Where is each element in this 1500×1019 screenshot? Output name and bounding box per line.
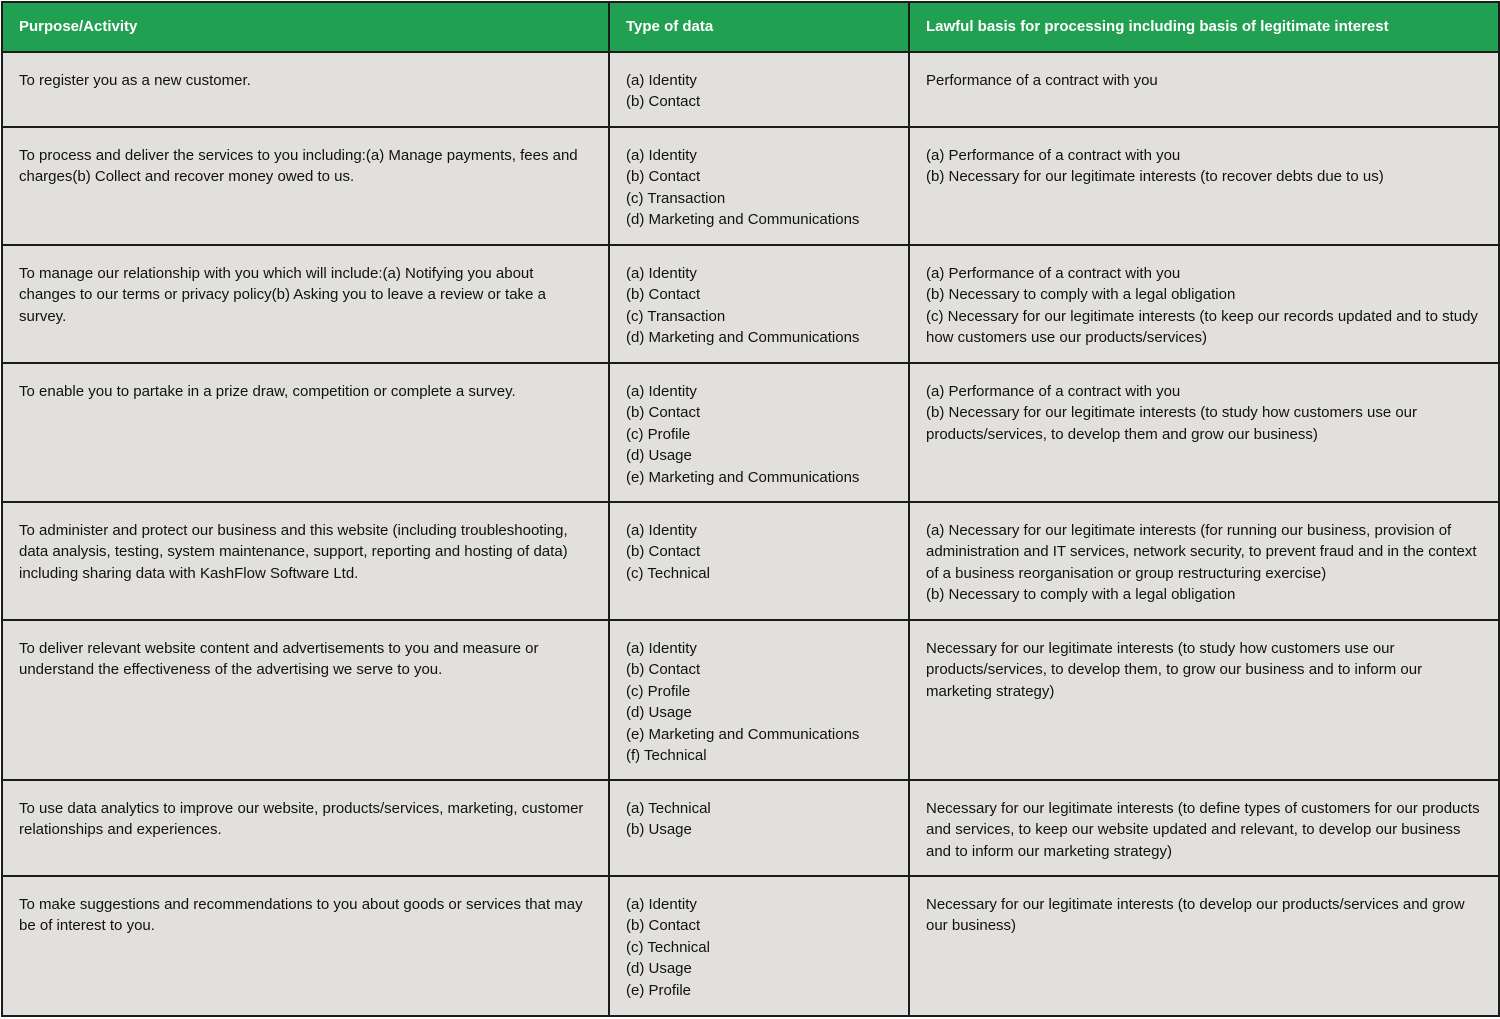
- purpose-cell: [2, 620, 609, 780]
- lawful-basis-cell: [909, 780, 1499, 876]
- lawful-basis-item: (c) Necessary for our legitimate interests (to keep our records updated and to study how customers use our products/services): [926, 307, 1478, 347]
- lawful-basis-item: (a) Performance of a contract with you: [926, 383, 1181, 400]
- table-row: [2, 502, 1499, 620]
- data-type-item: (a) Identity: [626, 640, 697, 657]
- lawful-basis-item: (b) Necessary for our legitimate interests (to study how customers use our products/services, to develop them and grow our business): [926, 404, 1418, 443]
- purpose-cell: [2, 245, 609, 363]
- data-type-item: (b) Usage: [626, 821, 692, 839]
- purpose-cell: [2, 502, 609, 620]
- data-type-item: (d) Marketing and Communications: [626, 329, 860, 347]
- data-type-item: (c) Technical: [626, 938, 710, 956]
- type-of-data-cell: [609, 620, 909, 780]
- lawful-basis-item: (b) Necessary to comply with a legal obligation: [926, 286, 1236, 304]
- lawful-basis-cell: [909, 620, 1499, 780]
- type-of-data-cell: [609, 52, 909, 127]
- type-of-data-cell: [609, 245, 909, 363]
- purpose-cell: [2, 363, 609, 502]
- purpose-cell: [2, 52, 609, 127]
- purpose-text: To administer and protect our business and this website (including troubleshooting, data analysis, testing, system maintenance, support, reporting and hosting of data) including sharing data with KashFlow Software Ltd.: [19, 522, 568, 582]
- purpose-text: To register you as a new customer.: [19, 72, 251, 89]
- data-type-item: (c) Technical: [626, 564, 710, 582]
- data-type-item: (b) Contact: [626, 286, 701, 304]
- data-type-item: (a) Identity: [626, 72, 697, 89]
- table-row: [2, 127, 1499, 245]
- data-type-item: (b) Contact: [626, 543, 701, 561]
- lawful-basis-cell: [909, 502, 1499, 620]
- data-type-item: (f) Technical: [626, 747, 707, 765]
- purpose-text: To process and deliver the services to you including:(a) Manage payments, fees and charges(b) Collect and recover money owed to us.: [19, 147, 578, 186]
- lawful-basis-item: Performance of a contract with you: [926, 72, 1158, 89]
- data-type-item: (a) Identity: [626, 383, 697, 400]
- header-row: [2, 2, 1499, 52]
- data-type-item: (a) Identity: [626, 147, 697, 164]
- lawful-basis-item: (a) Performance of a contract with you: [926, 147, 1181, 164]
- data-type-item: (b) Contact: [626, 404, 701, 422]
- data-type-item: (b) Contact: [626, 661, 701, 679]
- lawful-basis-item: (a) Necessary for our legitimate interests (for running our business, provision of administration and IT services, network security, to prevent fraud and in the context of a business reorganisation or group restructuring exercise): [926, 522, 1477, 582]
- lawful-basis-item: Necessary for our legitimate interests (to study how customers use our products/services, to develop them, to grow our business and to inform our marketing strategy): [926, 640, 1423, 700]
- data-type-item: (a) Identity: [626, 522, 697, 539]
- data-type-item: (b) Contact: [626, 168, 701, 186]
- table-row: [2, 620, 1499, 780]
- lawful-basis-cell: [909, 52, 1499, 127]
- table-row: [2, 876, 1499, 1016]
- lawful-basis-item: Necessary for our legitimate interests (to define types of customers for our products and services, to keep our website updated and relevant, to develop our business and to inform our marketing strategy): [926, 800, 1480, 860]
- data-type-item: (a) Technical: [626, 800, 711, 817]
- purpose-cell: [2, 780, 609, 876]
- type-of-data-cell: [609, 127, 909, 245]
- lawful-basis-cell: [909, 363, 1499, 502]
- data-type-item: (e) Profile: [626, 981, 692, 999]
- lawful-basis-item: (a) Performance of a contract with you: [926, 265, 1181, 282]
- data-type-item: (a) Identity: [626, 265, 697, 282]
- data-type-item: (e) Marketing and Communications: [626, 468, 860, 486]
- data-type-item: (d) Usage: [626, 960, 692, 978]
- data-type-item: (b) Contact: [626, 917, 701, 935]
- lawful-basis-item: (b) Necessary for our legitimate interests (to recover debts due to us): [926, 168, 1384, 186]
- data-type-item: (d) Usage: [626, 447, 692, 465]
- lawful-basis-cell: [909, 127, 1499, 245]
- data-type-item: (d) Usage: [626, 704, 692, 722]
- lawful-basis-item: Necessary for our legitimate interests (to develop our products/services and grow our business): [926, 896, 1465, 935]
- table-row: [2, 245, 1499, 363]
- type-of-data-cell: [609, 502, 909, 620]
- table-row: [2, 363, 1499, 502]
- table-row: [2, 52, 1499, 127]
- header-type-of-data: Type of data: [609, 2, 909, 52]
- lawful-basis-table: [1, 1, 1500, 1017]
- purpose-text: To use data analytics to improve our website, products/services, marketing, customer relationships and experiences.: [19, 800, 584, 839]
- table-row: [2, 780, 1499, 876]
- purpose-text: To manage our relationship with you which will include:(a) Notifying you about changes to our terms or privacy policy(b) Asking you to leave a review or take a survey.: [19, 265, 546, 325]
- data-type-item: (c) Profile: [626, 682, 691, 700]
- type-of-data-cell: [609, 363, 909, 502]
- lawful-basis-cell: [909, 876, 1499, 1016]
- type-of-data-cell: [609, 780, 909, 876]
- purpose-cell: [2, 876, 609, 1016]
- data-type-item: (c) Transaction: [626, 189, 726, 207]
- lawful-basis-cell: [909, 245, 1499, 363]
- purpose-cell: [2, 127, 609, 245]
- data-type-item: (b) Contact: [626, 93, 701, 111]
- data-type-item: (e) Marketing and Communications: [626, 725, 860, 743]
- type-of-data-cell: [609, 876, 909, 1016]
- purpose-text: To enable you to partake in a prize draw, competition or complete a survey.: [19, 383, 516, 400]
- purpose-text: To deliver relevant website content and advertisements to you and measure or understand the effectiveness of the advertising we serve to you.: [19, 640, 539, 679]
- header-purpose: Purpose/Activity: [2, 2, 609, 52]
- data-type-item: (c) Profile: [626, 425, 691, 443]
- lawful-basis-item: (b) Necessary to comply with a legal obligation: [926, 586, 1236, 604]
- data-type-item: (a) Identity: [626, 896, 697, 913]
- data-type-item: (c) Transaction: [626, 307, 726, 325]
- purpose-text: To make suggestions and recommendations to you about goods or services that may be of interest to you.: [19, 896, 583, 935]
- header-lawful-basis: Lawful basis for processing including basis of legitimate interest: [909, 2, 1499, 52]
- data-type-item: (d) Marketing and Communications: [626, 211, 860, 229]
